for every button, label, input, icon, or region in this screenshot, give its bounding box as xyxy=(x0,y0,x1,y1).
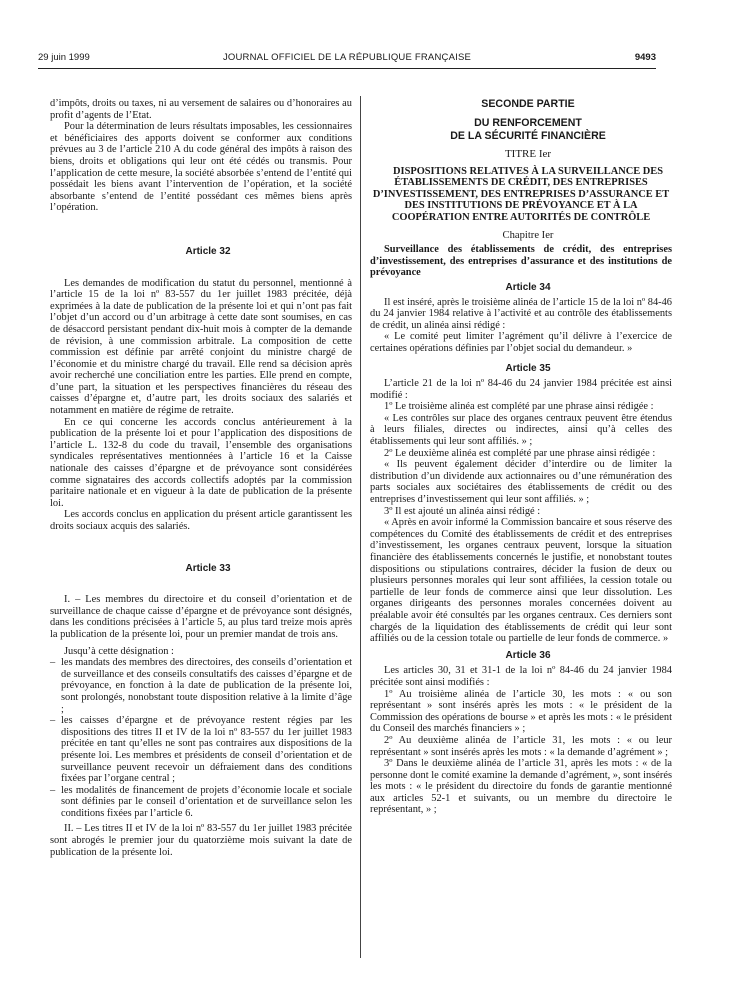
page-header xyxy=(38,52,656,68)
header-page-number: 9493 xyxy=(634,52,656,63)
column-divider xyxy=(360,96,361,958)
paragraph: En ce qui concerne les accords conclus antérieurement à la publication de la présente loi et pour l’application des dispositions de l’article L. 132-8 du code du travail, l’ensemble des organisations syndicales représentatives mentionnées à l’article 16 et la Caisse nationale des caisses d’épargne et de prévoyance sont considérées comme signataires des accords collectifs adoptés par la commission paritaire nationale et en vigueur à la date de publication de la présente loi. xyxy=(50,416,352,509)
article-33-title: Article 33 xyxy=(185,562,231,574)
paragraph: 3º Il est ajouté un alinéa ainsi rédigé : xyxy=(384,505,541,517)
list-dash: – xyxy=(50,657,56,669)
header-rule xyxy=(38,68,656,69)
paragraph: Les accords conclus en application du présent article garantissent les droits sociaux acquis des salariés. xyxy=(50,509,352,532)
list-item-text: les mandats des membres des directoires, des conseils d’orientation et de surveillance et des conseils consultatifs des caisses d’épargne et de prévoyance, en fonction à la date de publication de la présente loi, sont prolongés, nonobstant toute disposition relative à la limite d’âge ; xyxy=(61,657,352,715)
paragraph: 3º Dans le deuxième alinéa de l’article 31, après les mots : « de la personne dont le comité examine la demande d’agrément, », sont insérés les mots : « le président du directoire du fonds de garantie mentionné aux articles 52-1 et suivants, ou un membre du directoire le représentant, » ; xyxy=(370,758,672,816)
list-item-text: les modalités de financement de projets d’économie locale et sociale sont définies par le conseil d’orientation et de surveillance selon les conditions fixées par l’article 6. xyxy=(61,784,352,819)
article-32-title: Article 32 xyxy=(185,245,231,257)
designation-list xyxy=(50,657,352,819)
list-item xyxy=(50,785,352,820)
paragraph: « Ils peuvent également décider d’interdire ou de limiter la distribution d’un dividende aux actionnaires ou d’une rémunération des parts sociales aux sociétaires des établissements de crédit ou des entreprises d’investissement qui leur sont affiliés. » ; xyxy=(370,459,672,506)
paragraph: « Le comité peut limiter l’agrément qu’il délivre à l’exercice de certaines opérations définies par l’objet social du demandeur. » xyxy=(370,331,672,354)
header-date: 29 juin 1999 xyxy=(38,52,90,63)
paragraph: II. – Les titres II et IV de la loi nº 83-557 du 1er juillet 1983 précitée sont abrogés le premier jour du quatorzième mois suivant la date de publication de la présente loi. xyxy=(50,823,352,858)
paragraph: Il est inséré, après le troisième alinéa de l’article 15 de la loi nº 84-46 du 24 janvier 1984 relative à l’activité et au contrôle des établissements de crédit, un alinéa ainsi rédigé : xyxy=(370,296,672,331)
list-dash: – xyxy=(50,715,56,727)
article-35-title: Article 35 xyxy=(505,362,551,374)
header-journal-title: JOURNAL OFFICIEL DE LA RÉPUBLIQUE FRANÇAISE xyxy=(222,52,472,63)
paragraph: 1º Au troisième alinéa de l’article 30, les mots : « ou son représentant » sont insérés après les mots : « le président de la Commission des opérations de bourse » et après les mots : « le président du Conseil des marchés financiers » ; xyxy=(370,688,672,735)
list-item xyxy=(50,657,352,715)
paragraph: « Les contrôles sur place des organes centraux peuvent être étendus à leurs filiales, directes ou indirectes, ainsi qu’à celles des établissements qui leur sont affiliés. » ; xyxy=(370,412,672,448)
chapitre-label: Chapitre Ier xyxy=(502,229,554,241)
article-34-title: Article 34 xyxy=(505,281,551,293)
part-subtitle: DU RENFORCEMENT xyxy=(474,117,582,129)
paragraph: « Après en avoir informé la Commission bancaire et sous réserve des compétences du Comité des établissements de crédit et des entreprises d’investissement, les organes centraux peuvent, lorsque la situation financière des établissements concernés le justifie, et nonobstant toutes dispositions ou stipulations contraires, décider la fusion de deux ou plusieurs personnes morales qui leur sont affiliées, la cession totale ou partielle de leur fonds de commerce ainsi que leur dissolution. Les organes dirigeants des personnes morales concernées doivent au préalable avoir été consultés par les organes centraux. Ces derniers sont chargés de la liquidation des établissements de crédit qui leur sont affiliés ou de la cession totale ou partielle de leur fonds de commerce. » xyxy=(370,517,672,645)
paragraph: 1º Le troisième alinéa est complété par une phrase ainsi rédigée : xyxy=(384,401,654,413)
left-column xyxy=(50,98,352,858)
titre-heading: DISPOSITIONS RELATIVES À LA SURVEILLANCE DES ÉTABLISSEMENTS DE CRÉDIT, DES ENTREPRISES D’INVESTISSEMENT, DES ENTREPRISES D’ASSURANCE ET DES INSTITUTIONS DE PRÉVOYANCE ET À LA COOPÉRATION ENTRE AUTORITÉS DE CONTRÔLE xyxy=(372,165,670,223)
paragraph: Les articles 30, 31 et 31-1 de la loi nº 84-46 du 24 janvier 1984 précitée sont ainsi modifiés : xyxy=(370,665,672,688)
paragraph: Les demandes de modification du statut du personnel, mentionné à l’article 15 de la loi nº 83-557 du 1er juillet 1983 précitée, déjà exprimées à la date de publication de la présente loi et qui n’ont pas fait l’objet d’un accord ou d’un arbitrage à cette date sont soumises, en cas de désaccord persistant pendant dix-huit mois à compter de la demande de révision, à une commission arbitrale. La composition de cette commission est définie par arrêté conjoint du ministre chargé de l’économie et du ministre chargé du travail. Elle rend sa décision après avoir recherché une conciliation entre les parties. Elle prend en compte, d’une part, la situation et les perspectives financières du réseau des caisses d’épargne et, d’autre part, les droits sociaux des salariés et notamment en matière de régime de retraite. xyxy=(50,277,352,417)
titre-label: TITRE Ier xyxy=(504,148,552,160)
part-subtitle: DE LA SÉCURITÉ FINANCIÈRE xyxy=(450,130,606,142)
paragraph: I. – Les membres du directoire et du conseil d’orientation et de surveillance de chaque caisse d’épargne et de prévoyance sont désignés, dans les conditions précisées à l’article 5, au plus tard treize mois après la publication de la présente loi, pour un premier mandat de trois ans. xyxy=(50,594,352,640)
article-36-title: Article 36 xyxy=(505,649,551,661)
paragraph: Pour la détermination de leurs résultats imposables, les cessionnaires et bénéficiaires des apports doivent se conformer aux conditions prévues au 3 de l’article 210 A du code général des impôts à raison des biens, droits et obligations qui leur ont été cédés ou transmis. Pour l’application de cette mesure, la société absorbée s’entend de l’entité qui possédait les biens avant l’intervention de l’opération, et la société absorbante s’entend de l’entité possédant ces mêmes biens après l’opération. xyxy=(50,121,352,214)
paragraph: Jusqu’à cette désignation : xyxy=(64,645,174,657)
paragraph: 2º Au deuxième alinéa de l’article 31, les mots : « ou leur représentant » sont insérés après les mots : « la demande d’agrément » ; xyxy=(370,734,672,758)
chapitre-heading: Surveillance des établissements de crédit, des entreprises d’investissement, des entreprises d’assurance et des institutions de prévoyance xyxy=(370,244,672,279)
paragraph: 2º Le deuxième alinéa est complété par une phrase ainsi rédigée : xyxy=(384,447,656,459)
paragraph: L’article 21 de la loi nº 84-46 du 24 janvier 1984 précitée est ainsi modifié : xyxy=(370,378,672,401)
list-item-text: les caisses d’épargne et de prévoyance restent régies par les dispositions des titres II et IV de la loi nº 83-557 du 1er juillet 1983 précitée en tant qu’elles ne sont pas contraires aux dispositions de la présente loi. Les membres et présidents de conseil d’orientation et de surveillance peuvent recevoir un défraiement dans des conditions fixées par l’organe central ; xyxy=(61,715,352,785)
part-title: SECONDE PARTIE xyxy=(481,98,575,110)
list-item xyxy=(50,715,352,785)
paragraph: d’impôts, droits ou taxes, ni au versement de salaires ou d’honoraires au profit d’agents de l’Etat. xyxy=(50,98,352,121)
list-dash: – xyxy=(50,784,56,796)
right-column xyxy=(370,98,672,816)
